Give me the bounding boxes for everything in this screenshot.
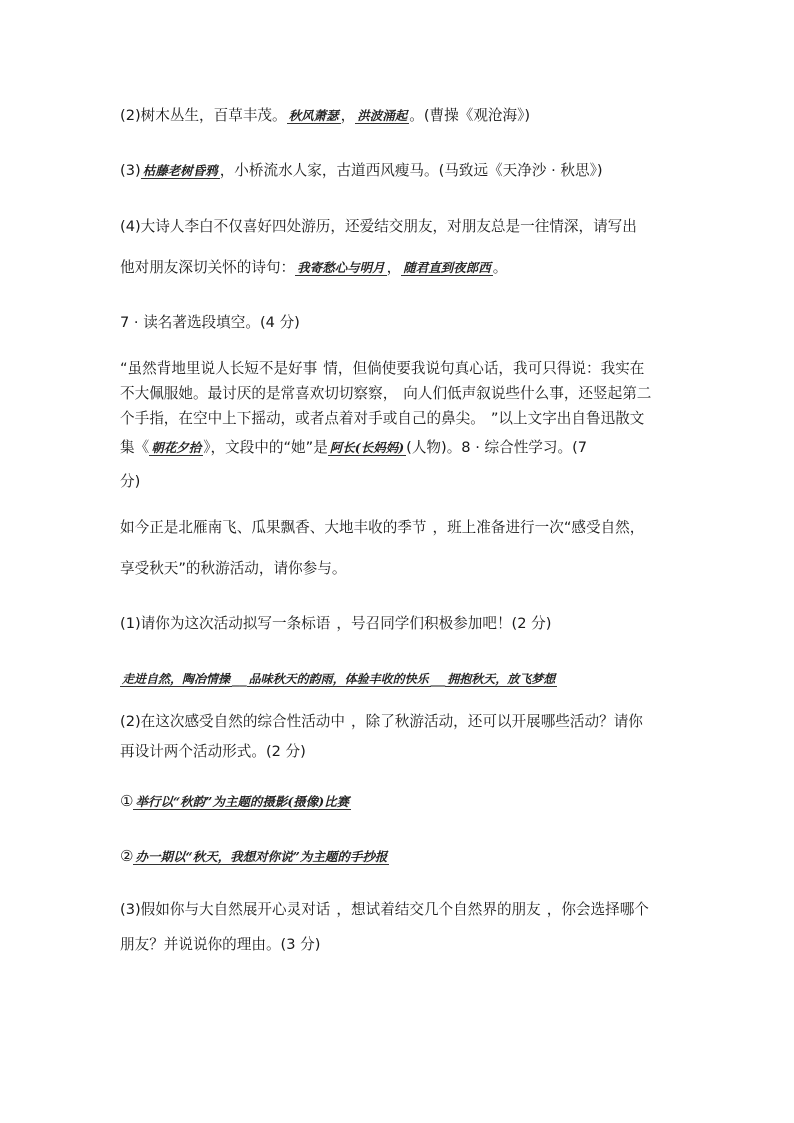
q8-sub3-line1 [120,900,649,920]
question-7-title: 7 · 读名著选段填空。(4 分) [120,314,300,331]
answer-blank: 我寄愁心与明月 [297,260,385,275]
sub-question-text: ，想试着结交几个自然界的朋友 [336,901,541,918]
question-item-4-line2 [120,258,507,278]
circled-number: ② [120,847,134,865]
passage-text: ”以上文字出自鲁迅散文 [490,410,645,427]
item-text: 他对朋友深切关怀的诗句： [120,259,296,276]
passage-text: 情，但倘使要我说句真心话，我可只得说：我实在 [323,360,645,377]
answer-blank: 洪波涌起 [357,108,408,123]
sub-question-text: ，除了秋游活动，还可以开展哪些活动？请你 [351,713,643,730]
passage-text: 集《 [120,439,150,456]
answer-blank: 品味秋天的韵雨，体验丰收的快乐 [248,672,429,686]
answer-blank: 阿长(长妈妈) [329,440,405,455]
passage-text: 个手指，在空中上下摇动，或者点着对手或自己的鼻尖。 [120,410,485,427]
answer-blank: 拥抱秋天，放飞梦想 [447,672,556,686]
answer-blank: 走进自然，陶冶情操 [122,672,231,686]
separator: __ [430,670,446,687]
circled-number: ① [120,792,134,810]
passage-text: 向人们低声叙说些什么事，还竖起第二 [403,385,652,402]
passage-text: (人物)。8 · 综合性学习。(7 [406,439,588,456]
separator: ， [340,107,356,124]
q8-slogan-answer [120,669,557,689]
item-text: ，小桥流水人家，古道西风瘦马。(马致远《天净沙 · 秋思》) [219,162,603,179]
q8-intro-line: 享受秋天”的秋游活动，请你参与。 [120,560,347,577]
passage-line [120,359,644,379]
sub-question-text: (1)请你为这次活动拟写一条标语 [120,615,331,632]
passage-line [120,438,587,458]
activity-answer-1 [120,791,351,812]
item-text: 。(曹操《观沧海》) [409,107,531,124]
sub-question-text: ，号召同学们积极参加吧！(2 分) [336,615,552,632]
answer-blank: 办一期以“秋天，我想对你说”为主题的手抄报 [135,849,388,864]
question-item-2 [120,106,530,126]
q8-sub3-line2: 朋友？并说说你的理由。(3 分) [120,936,321,953]
passage-text: 不大佩服她。最讨厌的是常喜欢切切察察， [120,385,398,402]
answer-blank: 朝花夕拾 [151,440,202,455]
answer-blank: 举行以“秋韵”为主题的摄影(摄像)比赛 [135,794,350,809]
intro-text: ，班上准备进行一次“感受自然， [432,519,645,536]
passage-text: 》，文段中的“她”是 [203,439,328,456]
sub-question-text: (3)假如你与大自然展开心灵对话 [120,901,331,918]
passage-text: “虽然背地里说人长短不是好事 [120,360,318,377]
separator: __ [232,670,247,687]
answer-blank: 秋风萧瑟 [288,108,339,123]
q8-sub1 [120,614,551,634]
item-text: (3) [120,162,141,179]
question-item-4-line1: (4)大诗人李白不仅喜好四处游历，还爱结交朋友，对朋友总是一往情深，请写出 [120,218,637,235]
activity-answer-2 [120,846,389,867]
separator: ， [386,259,402,276]
intro-text: 如今正是北雁南飞、瓜果飘香、大地丰收的季节 [120,519,427,536]
q8-intro-line [120,518,644,538]
item-text: 。 [492,259,508,276]
q8-sub2-line1 [120,712,643,732]
passage-line [120,384,651,404]
passage-line: 分) [120,473,141,490]
answer-blank: 随君直到夜郎西 [403,260,491,275]
sub-question-text: ，你会选择哪个 [546,901,649,918]
item-text: (2)树木丛生，百草丰茂。 [120,107,287,124]
answer-blank: 枯藤老树昏鸦 [142,163,218,178]
passage-line [120,409,644,429]
question-item-3 [120,161,603,181]
q8-sub2-line2: 再设计两个活动形式。(2 分) [120,743,306,760]
sub-question-text: (2)在这次感受自然的综合性活动中 [120,713,345,730]
